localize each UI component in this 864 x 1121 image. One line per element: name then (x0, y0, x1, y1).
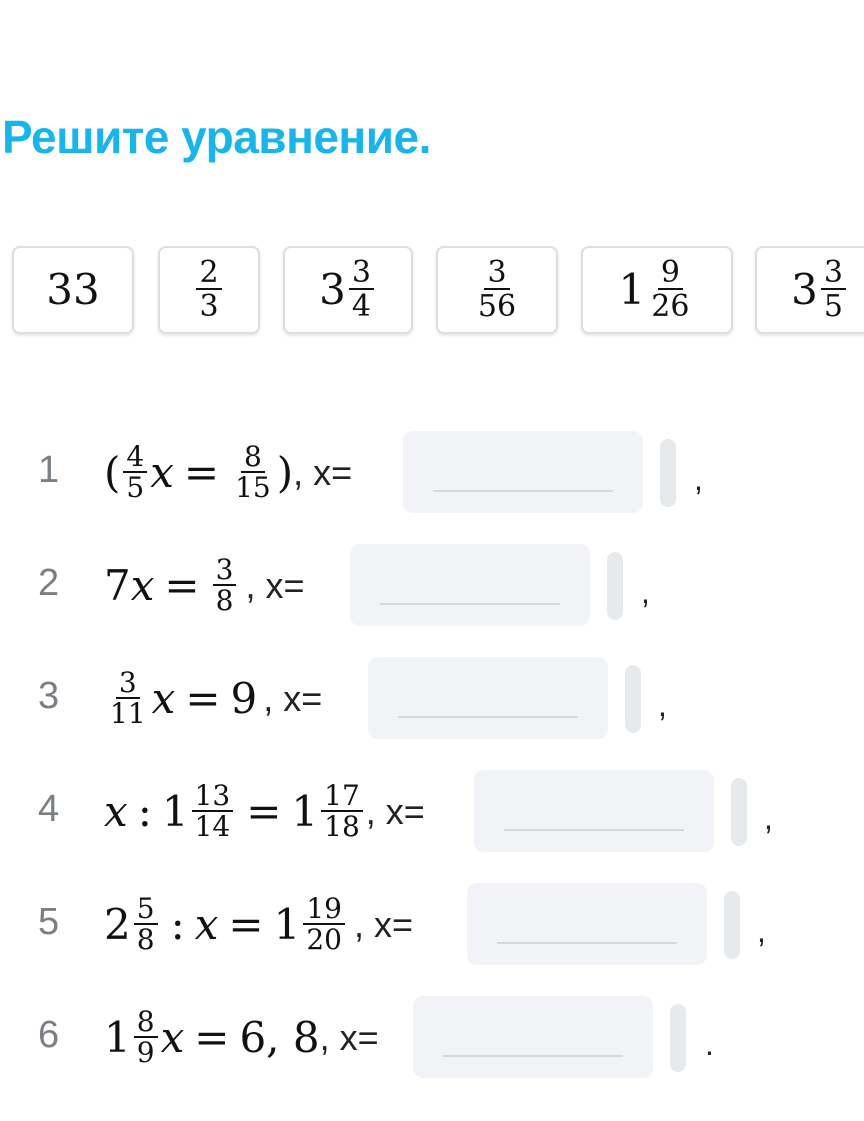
chip-whole: 3 (791, 265, 818, 314)
row-end-punctuation: , (658, 687, 667, 723)
answer-chip-33[interactable] (12, 246, 134, 334)
problem-row-1 (0, 431, 864, 515)
variable: x (130, 561, 155, 610)
equals-sign: = (246, 787, 282, 836)
problem-number: 6 (38, 1014, 60, 1056)
right-hand-side: 9 (230, 674, 258, 723)
answer-input-5[interactable] (467, 883, 707, 965)
chip-numerator: 2 (196, 257, 221, 291)
chip-denominator: 3 (199, 289, 219, 325)
variable: x (151, 674, 176, 723)
fraction (134, 891, 158, 957)
chip-whole: 3 (319, 265, 346, 314)
equation-math (104, 891, 348, 957)
numerator: 4 (123, 442, 147, 473)
x-equals-label: , x= (245, 565, 305, 606)
variable: x (150, 448, 174, 497)
equals-sign: = (164, 561, 200, 610)
equation (104, 544, 304, 628)
equation-math (104, 665, 258, 731)
answer-chip-1-9-26[interactable] (581, 246, 733, 334)
x-equals-label: , x= (319, 1017, 379, 1058)
coefficient: 7 (104, 561, 131, 610)
chip-denominator: 4 (351, 289, 371, 325)
equation (104, 657, 322, 741)
answer-underline (443, 1055, 623, 1057)
equals-sign: = (185, 674, 221, 723)
chip-denominator: 26 (651, 289, 690, 325)
problem-number: 4 (38, 788, 60, 830)
chip-fraction (196, 254, 221, 325)
right-hand-side: 6, 8 (239, 1013, 320, 1062)
chip-denominator: 5 (823, 289, 843, 325)
equation-math (104, 778, 366, 844)
answer-input-6[interactable] (413, 996, 653, 1078)
whole-part: 1 (161, 787, 189, 836)
fraction (107, 665, 149, 731)
x-equals-label: , x= (263, 678, 323, 719)
problem-row-5 (0, 883, 864, 967)
variable: x (160, 1013, 185, 1062)
division-sign: : (137, 787, 152, 836)
denominator: 15 (235, 471, 271, 505)
problem-row-2 (0, 544, 864, 628)
answer-chip-3-3-5[interactable] (755, 246, 864, 334)
fraction (134, 1004, 158, 1070)
chip-fraction (821, 254, 846, 325)
answer-input-1[interactable] (403, 431, 643, 513)
problem-number: 1 (38, 449, 60, 491)
drop-slot-handle[interactable] (607, 552, 623, 620)
fraction (232, 439, 274, 505)
paren-open: ( (104, 448, 121, 497)
chip-denominator: 56 (477, 289, 517, 325)
chip-numerator: 3 (349, 257, 374, 291)
drop-slot-handle[interactable] (625, 665, 641, 733)
equation (104, 431, 352, 515)
whole-part: 1 (291, 787, 319, 836)
equation (104, 996, 379, 1080)
problem-number: 2 (38, 562, 60, 604)
chip-whole: 1 (618, 265, 646, 314)
x-equals-label: , x= (293, 452, 353, 493)
answer-input-4[interactable] (474, 770, 714, 852)
problem-row-6 (0, 996, 864, 1080)
paren-close: ) (276, 448, 294, 497)
answer-underline (380, 603, 560, 605)
numerator: 13 (192, 781, 234, 812)
equation-math (104, 1004, 320, 1070)
row-end-punctuation: . (705, 1026, 714, 1062)
fraction (303, 891, 345, 957)
division-sign: : (170, 900, 185, 949)
answer-chip-3-56[interactable] (436, 246, 558, 334)
equation (104, 770, 425, 854)
equals-sign: = (228, 900, 264, 949)
chip-fraction (475, 254, 519, 325)
equation (104, 883, 413, 967)
fraction (192, 778, 234, 844)
drop-slot-handle[interactable] (670, 1004, 686, 1072)
x-equals-label: , x= (365, 791, 425, 832)
numerator: 3 (213, 555, 237, 586)
chip-fraction (349, 254, 374, 325)
chip-fraction (648, 254, 692, 325)
fraction (213, 552, 237, 618)
problem-number: 3 (38, 675, 60, 717)
denominator: 8 (136, 923, 155, 957)
numerator: 3 (116, 668, 140, 699)
denominator: 9 (136, 1036, 155, 1070)
x-equals-label: , x= (353, 904, 414, 945)
answer-underline (497, 942, 677, 944)
answer-underline (433, 490, 613, 492)
variable: x (194, 900, 219, 949)
row-end-punctuation: , (757, 913, 766, 949)
answer-chip-3-3-4[interactable] (283, 246, 413, 334)
chip-numerator: 9 (658, 257, 683, 291)
chip-whole: 33 (46, 265, 100, 314)
answer-input-3[interactable] (368, 657, 608, 739)
whole-part: 2 (104, 900, 131, 949)
fraction (321, 778, 363, 844)
numerator: 19 (303, 894, 345, 925)
equation-math (104, 439, 294, 505)
equals-sign: = (194, 1013, 230, 1062)
answer-input-2[interactable] (350, 544, 590, 626)
numerator: 5 (134, 894, 158, 925)
equals-sign: = (183, 448, 220, 497)
problem-row-3 (0, 657, 864, 741)
whole-part: 1 (273, 900, 301, 949)
denominator: 18 (324, 810, 360, 844)
problem-number: 5 (38, 901, 60, 943)
fraction (123, 439, 147, 505)
drop-slot-handle[interactable] (731, 778, 747, 846)
answer-bank (0, 244, 864, 340)
denominator: 11 (110, 697, 146, 731)
answer-underline (398, 716, 578, 718)
numerator: 8 (134, 1007, 158, 1038)
row-end-punctuation: , (694, 461, 703, 497)
drop-slot-handle[interactable] (660, 439, 676, 507)
variable: x (104, 787, 128, 836)
numerator: 8 (241, 442, 265, 473)
denominator: 14 (194, 810, 231, 844)
chip-numerator: 3 (821, 257, 846, 291)
numerator: 17 (321, 781, 363, 812)
row-end-punctuation: , (641, 574, 650, 610)
denominator: 20 (306, 923, 342, 957)
page-title: Решите уравнение. (2, 111, 431, 163)
equation-math (104, 552, 239, 618)
drop-slot-handle[interactable] (724, 891, 740, 959)
chip-numerator: 3 (484, 257, 509, 291)
denominator: 5 (126, 471, 145, 505)
answer-chip-2-3[interactable] (158, 246, 260, 334)
whole-part: 1 (104, 1013, 131, 1062)
problem-row-4 (0, 770, 864, 854)
row-end-punctuation: , (764, 800, 773, 836)
denominator: 8 (215, 584, 234, 618)
answer-underline (504, 829, 684, 831)
